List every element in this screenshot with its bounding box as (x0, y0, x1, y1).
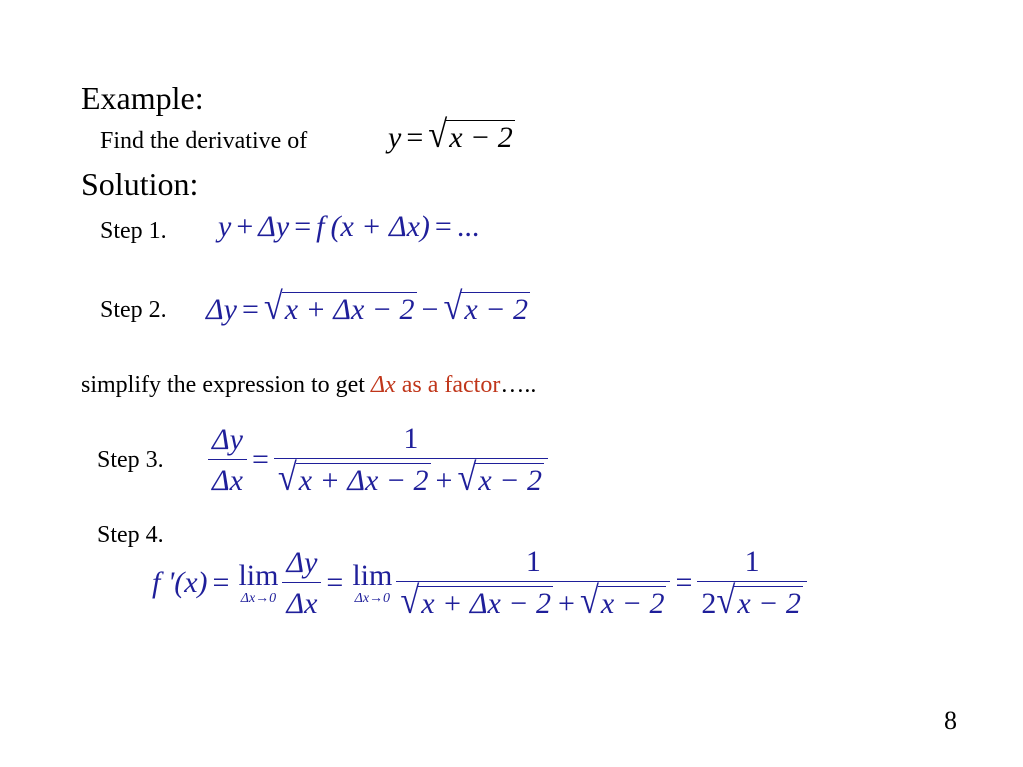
radical-sign-icon: √ (263, 285, 283, 329)
step2-equation (206, 285, 530, 329)
lim-subscript: Δx→0 (354, 590, 391, 606)
radicand: x − 2 (446, 120, 515, 156)
numerator: 1 (403, 422, 419, 455)
sqrt-expression (443, 285, 530, 329)
radical-sign-icon: √ (716, 579, 736, 623)
var-y: y (388, 120, 402, 154)
radical-sign-icon: √ (400, 579, 420, 623)
delta-y: Δy (206, 292, 237, 326)
plus-sign: + (558, 587, 575, 621)
lim-subscript: Δx→0 (240, 590, 277, 606)
equals-sign: = (675, 566, 693, 600)
radical-sign-icon: √ (277, 456, 297, 500)
fraction-bar (396, 581, 670, 582)
ellipsis: ... (456, 210, 480, 243)
radical-sign-icon: √ (443, 285, 463, 329)
fraction-final (697, 545, 807, 622)
sqrt-expression (579, 579, 667, 623)
equals-sign: = (406, 120, 424, 154)
radical-sign-icon: √ (457, 456, 477, 500)
equals-sign: = (326, 566, 344, 600)
simplify-text: simplify the expression to get (81, 372, 365, 398)
equals-sign: = (251, 443, 269, 477)
limit-operator (238, 558, 279, 606)
numerator: Δy (212, 423, 243, 457)
fraction-result (274, 422, 548, 499)
step2-label: Step 2. (100, 297, 167, 323)
lim-text: lim (238, 558, 279, 592)
numerator: 1 (744, 545, 760, 578)
radicand: x − 2 (475, 463, 544, 499)
denominator: Δx (212, 464, 243, 498)
lim-text: lim (352, 558, 393, 592)
equals-sign: = (212, 566, 230, 600)
numerator: 1 (525, 545, 541, 578)
radicand: x + Δx − 2 (282, 292, 417, 328)
radicand: x − 2 (461, 292, 530, 328)
limit-operator (352, 558, 393, 606)
denominator (274, 456, 548, 500)
function-argument: (x + Δx) (330, 210, 430, 243)
step1-equation (218, 210, 479, 244)
fraction-bar (208, 459, 247, 460)
fraction-dy-dx (282, 546, 321, 620)
minus-sign: − (421, 292, 439, 326)
fraction-bar (697, 581, 807, 582)
sqrt-expression (277, 456, 431, 500)
denominator: Δx (286, 587, 318, 621)
radical-sign-icon: √ (428, 113, 448, 157)
solution-heading: Solution: (81, 166, 199, 202)
simplify-instruction (81, 372, 536, 399)
plus-sign: + (236, 210, 254, 243)
function-f: f (316, 210, 325, 243)
coefficient-two: 2 (701, 587, 717, 621)
step3-equation (208, 422, 548, 499)
equals-sign: = (294, 210, 312, 243)
sqrt-expression (428, 113, 515, 157)
step4-equation (152, 545, 807, 622)
numerator: Δy (286, 546, 318, 580)
equals-sign: = (434, 210, 452, 243)
step4-label: Step 4. (97, 522, 164, 548)
step3-label: Step 3. (97, 447, 164, 473)
denominator (396, 579, 670, 623)
sqrt-expression (716, 579, 803, 623)
denominator (697, 579, 807, 623)
problem-equation (388, 113, 515, 157)
step1-label: Step 1. (100, 218, 167, 244)
fraction-bar (274, 458, 548, 459)
var-y: y (218, 210, 232, 243)
fraction-dy-dx (208, 423, 247, 497)
radicand: x + Δx − 2 (418, 586, 553, 622)
sqrt-expression (263, 285, 417, 329)
plus-sign: + (435, 464, 453, 498)
page-number: 8 (944, 706, 957, 735)
radicand: x + Δx − 2 (296, 463, 431, 499)
sqrt-expression (400, 579, 553, 623)
radicand: x − 2 (598, 586, 667, 622)
problem-statement: Find the derivative of (100, 128, 308, 154)
sqrt-expression (457, 456, 544, 500)
delta-x-highlight: Δx (370, 372, 396, 398)
radical-sign-icon: √ (579, 579, 599, 623)
radicand: x − 2 (734, 586, 803, 622)
example-heading: Example: (81, 80, 204, 116)
as-factor-highlight: as a factor (395, 372, 501, 398)
delta-y: Δy (258, 210, 290, 243)
fraction-bar (282, 582, 321, 583)
trailing-dots: ….. (500, 372, 537, 398)
fraction-limit-body (396, 545, 670, 622)
f-prime-of-x: f '(x) (152, 566, 208, 600)
equals-sign: = (241, 292, 259, 326)
